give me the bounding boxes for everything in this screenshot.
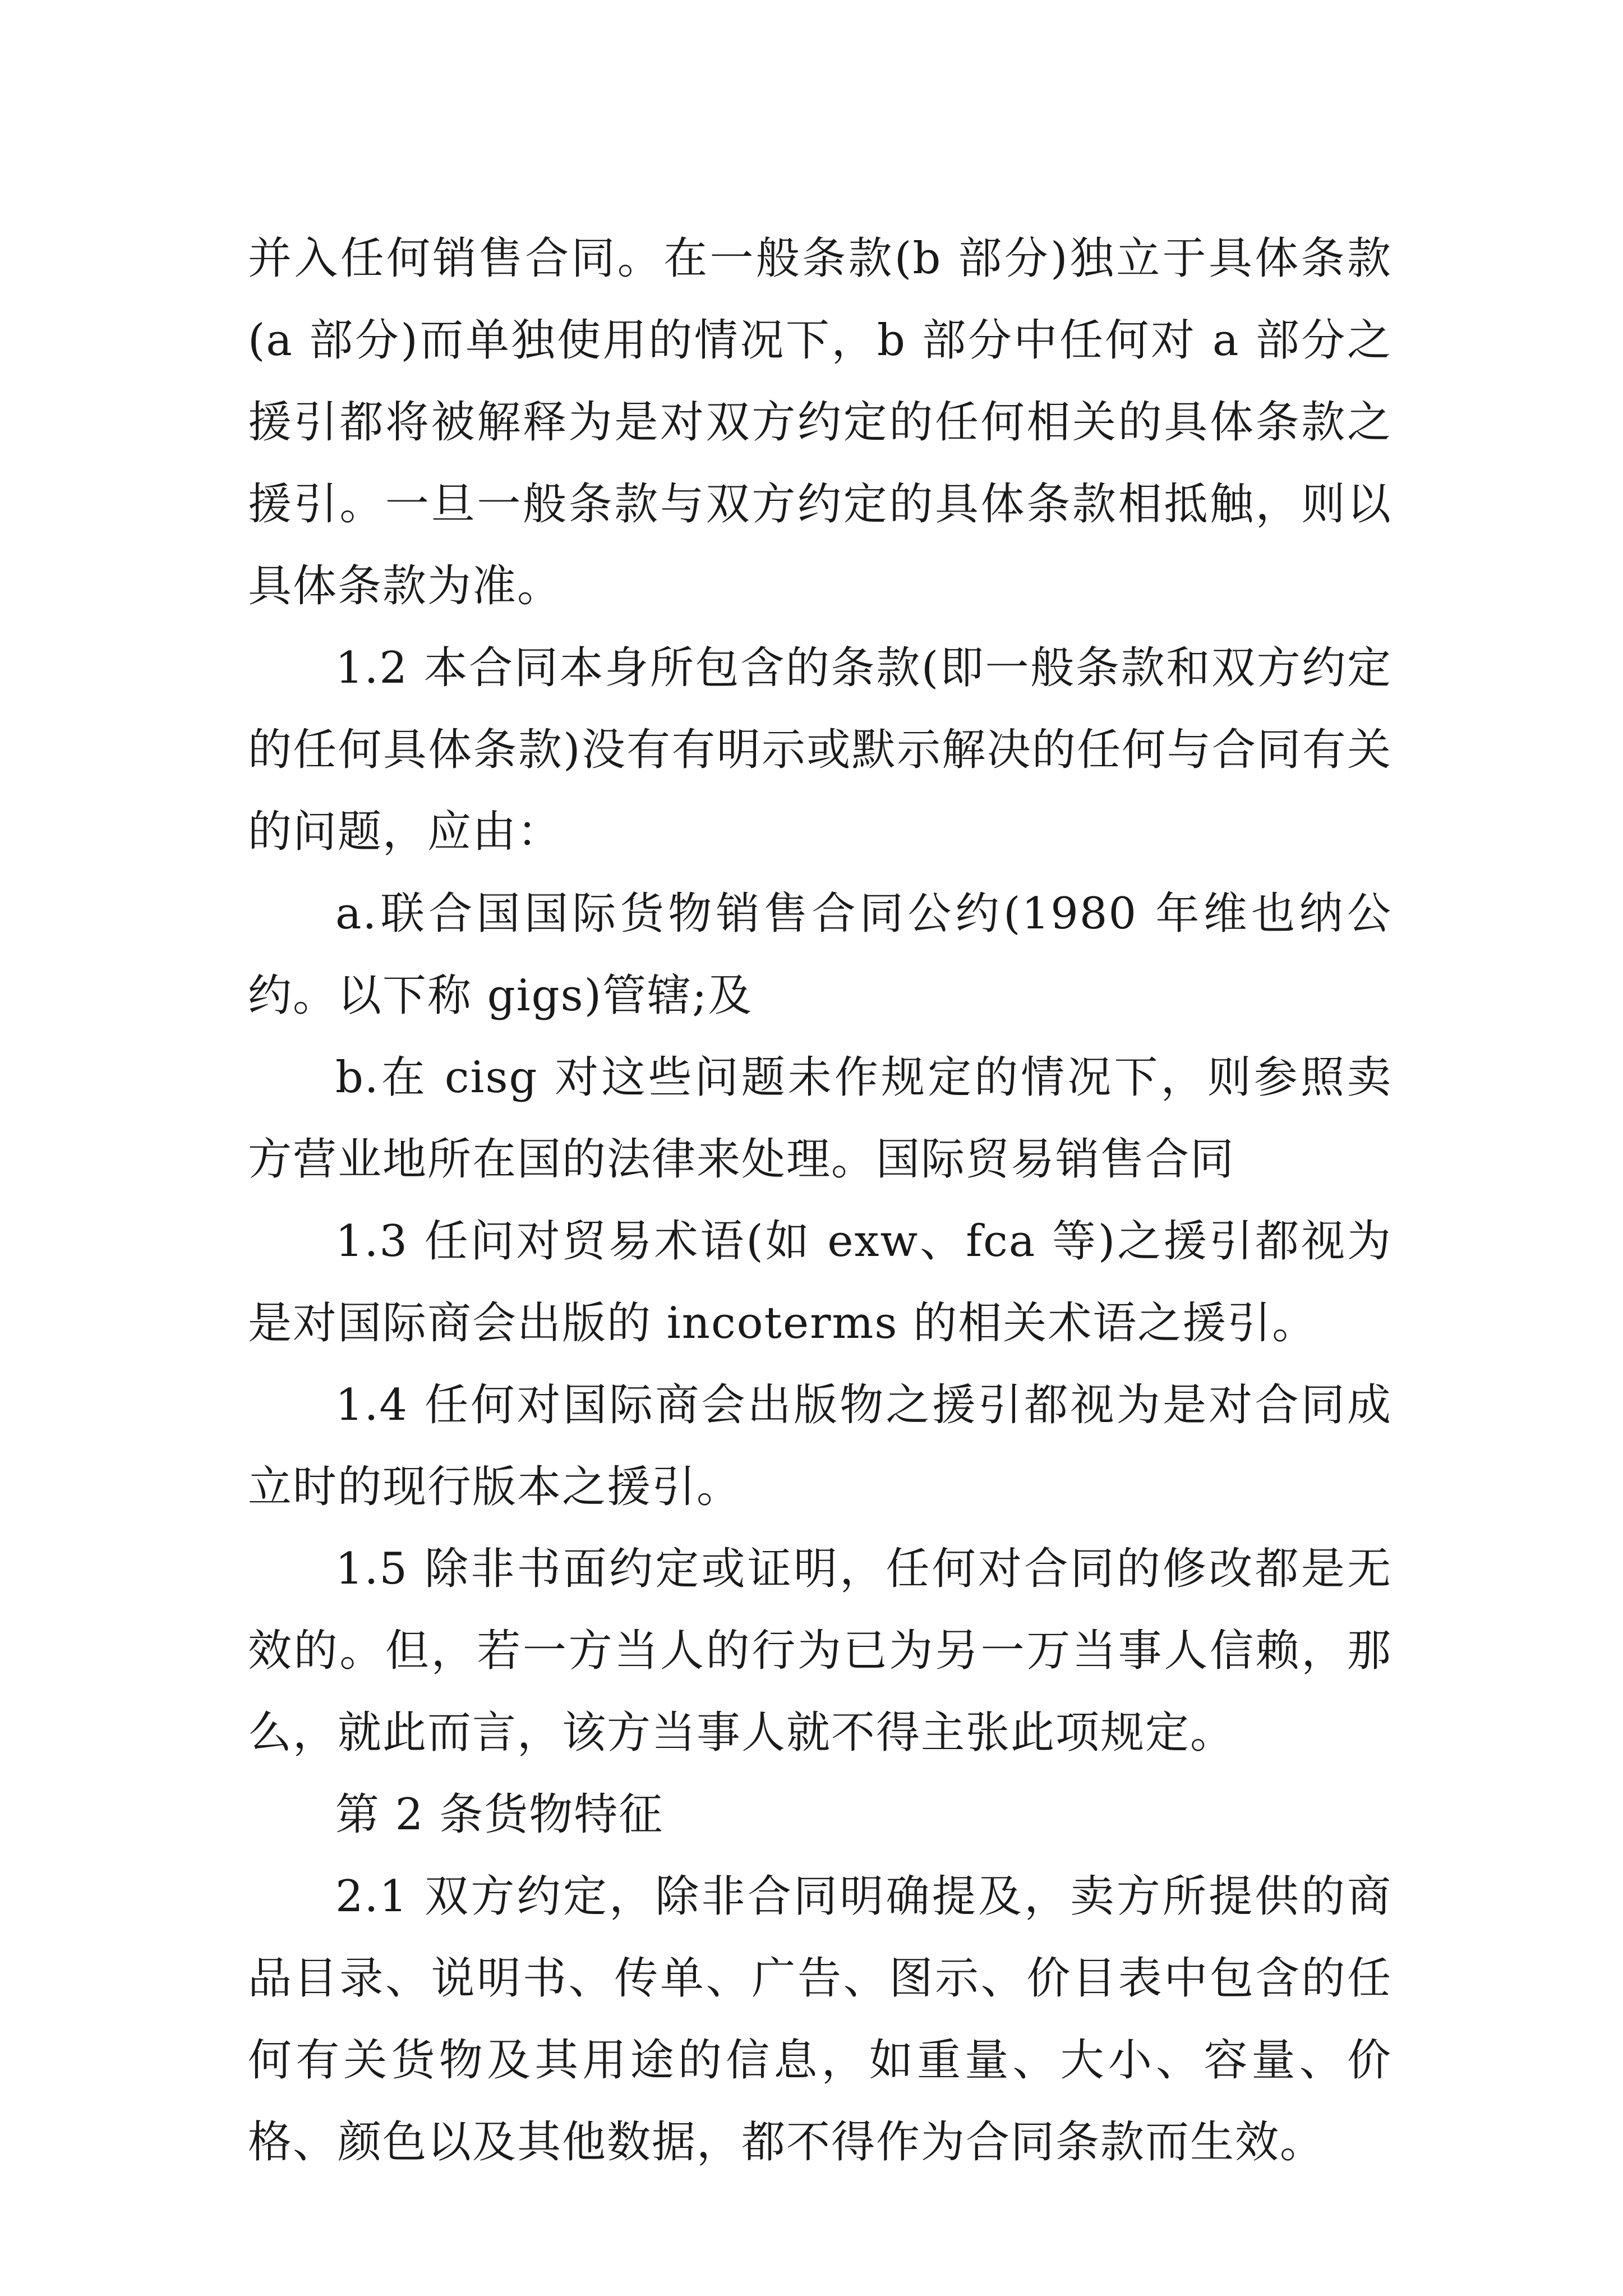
paragraph-item-a: a.联合国国际货物销售合同公约(1980 年维也纳公约。以下称 gigs)管辖;及 xyxy=(248,889,1392,1021)
paragraph-clause-1-2: 1.2 本合同本身所包含的条款(即一般条款和双方约定的任何具体条款)没有有明示或默示解决的任何与合同有关的问题，应由： xyxy=(248,643,1392,857)
paragraph-clause-1-4: 1.4 任何对国际商会出版物之援引都视为是对合同成立时的现行版本之援引。 xyxy=(248,1380,1392,1512)
paragraph-item-b: b.在 cisg 对这些问题未作规定的情况下，则参照卖方营业地所在国的法律来处理。国际贸易销售合同 xyxy=(248,1052,1392,1185)
document-body xyxy=(248,218,1392,2183)
paragraph-continuation: 并入任何销售合同。在一般条款(b 部分)独立于具体条款(a 部分)而单独使用的情况下，b 部分中任何对 a 部分之援引都将被解释为是对双方约定的任何相关的具体条款之援引。一旦一般条款与双方约定的具体条款相抵触，则以具体条款为准。 xyxy=(248,233,1392,611)
paragraph-clause-1-5: 1.5 除非书面约定或证明，任何对合同的修改都是无效的。但，若一方当人的行为已为另一万当事人信赖，那么，就此而言，该方当事人就不得主张此项规定。 xyxy=(248,1544,1392,1758)
paragraph-clause-2-1: 2.1 双方约定，除非合同明确提及，卖方所提供的商品目录、说明书、传单、广告、图示、价目表中包含的任何有关货物及其用途的信息，如重量、大小、容量、价格、颜色以及其他数据，都不得作为合同条款而生效。 xyxy=(248,1871,1392,2168)
paragraph-clause-1-3: 1.3 任问对贸易术语(如 exw、fca 等)之援引都视为是对国际商会出版的 incoterms 的相关术语之援引。 xyxy=(248,1216,1392,1349)
section-heading-article-2: 第 2 条货物特征 xyxy=(335,1789,664,1840)
